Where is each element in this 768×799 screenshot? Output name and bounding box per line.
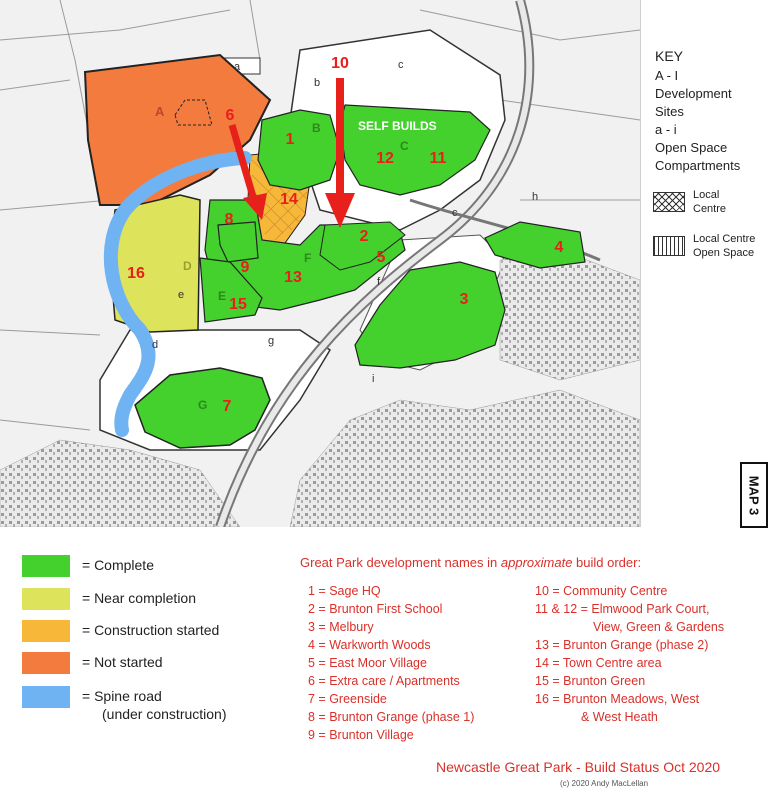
- key-title: KEY: [655, 48, 684, 64]
- key-line: Open Space: [655, 140, 728, 155]
- number-1: 1: [285, 131, 295, 148]
- number-12: 12: [376, 150, 394, 167]
- open-space-g: g: [268, 335, 275, 347]
- legend-sublabel: (under construction): [102, 706, 227, 722]
- local-centre-label-line: Centre: [693, 203, 727, 215]
- number-4: 4: [554, 239, 564, 256]
- number-7: 7: [222, 398, 232, 415]
- name-entry: 9 = Brunton Village: [308, 728, 414, 742]
- open-space-d: d: [152, 339, 159, 351]
- key-line: Sites: [655, 104, 684, 119]
- open-space-a: a: [234, 61, 241, 73]
- local-centre-label: [693, 188, 726, 216]
- open-space-c-south: c: [452, 207, 458, 219]
- name-entry: 11 & 12 = Elmwood Park Court,: [535, 602, 710, 616]
- legend-label: = Near completion: [82, 590, 197, 606]
- open-space-i: i: [372, 373, 375, 385]
- name-entry: 1 = Sage HQ: [308, 584, 381, 598]
- number-13: 13: [284, 269, 302, 286]
- existing-housing-southeast: [290, 390, 640, 527]
- footer-credit: (c) 2020 Andy MacLellan: [560, 779, 649, 788]
- open-space-f: f: [377, 276, 381, 288]
- names-heading: [300, 555, 641, 570]
- number-5: 5: [376, 249, 386, 266]
- number-9: 9: [240, 259, 250, 276]
- site-b-complete: [258, 110, 340, 190]
- number-8: 8: [224, 211, 234, 228]
- key-line: Development: [655, 86, 732, 101]
- open-space-h: h: [532, 191, 539, 203]
- key-line: a - i: [655, 122, 677, 137]
- open-space-e: e: [178, 289, 185, 301]
- name-entry: 14 = Town Centre area: [535, 656, 662, 670]
- map-number-label: [740, 462, 768, 528]
- site-label-f: F: [304, 251, 312, 265]
- existing-housing-east: [500, 250, 640, 380]
- site-label-b: B: [312, 121, 321, 135]
- name-entry: 2 = Brunton First School: [308, 602, 443, 616]
- legend-label: = Complete: [82, 557, 154, 573]
- name-entry-continued: & West Heath: [581, 710, 658, 724]
- number-3: 3: [459, 291, 469, 308]
- map-key: [640, 0, 768, 527]
- legend-swatch-complete: [22, 555, 70, 577]
- local-centre-open-space-line: Open Space: [693, 247, 755, 259]
- status-legend: [0, 527, 768, 799]
- names-heading-em: approximate: [500, 555, 573, 570]
- existing-housing-south: [0, 440, 240, 527]
- name-entry: 16 = Brunton Meadows, West: [535, 692, 700, 706]
- legend-label: = Construction started: [82, 622, 220, 638]
- open-space-c: c: [398, 59, 404, 71]
- number-14: 14: [280, 191, 298, 208]
- local-centre-label-line: Local: [693, 189, 720, 201]
- footer-title: Newcastle Great Park - Build Status Oct 2020: [436, 759, 721, 775]
- name-entry: 13 = Brunton Grange (phase 2): [535, 638, 709, 652]
- site-label-a: A: [155, 104, 165, 119]
- site-label-d: D: [183, 259, 192, 273]
- local-centre-symbol: [653, 192, 685, 212]
- legend-swatch-spine-road: [22, 686, 70, 708]
- names-heading-post: build order:: [572, 555, 642, 570]
- name-entry: 10 = Community Centre: [535, 584, 668, 598]
- name-entry: 4 = Warkworth Woods: [308, 638, 431, 652]
- number-10: 10: [331, 55, 349, 72]
- name-entry: 8 = Brunton Grange (phase 1): [308, 710, 475, 724]
- local-centre-open-space-label: [693, 232, 755, 260]
- legend-swatch-not-started: [22, 652, 70, 674]
- name-entry: 5 = East Moor Village: [308, 656, 427, 670]
- legend-swatch-construction-started: [22, 620, 70, 642]
- site-label-g: G: [198, 398, 208, 412]
- site-label-c: C: [400, 139, 409, 153]
- number-16: 16: [127, 265, 145, 282]
- key-line: Compartments: [655, 158, 741, 173]
- local-centre-open-space-symbol: [653, 236, 685, 256]
- map-number-text: MAP 3: [746, 475, 762, 515]
- site-a-not-started: [85, 55, 270, 205]
- name-entry-continued: View, Green & Gardens: [593, 620, 725, 634]
- names-heading-pre: Great Park development names in: [300, 555, 501, 570]
- number-6: 6: [225, 107, 235, 124]
- key-line: A - I: [655, 68, 679, 83]
- number-11: 11: [429, 150, 447, 167]
- number-2: 2: [359, 228, 369, 245]
- legend-swatch-near-completion: [22, 588, 70, 610]
- legend-label: = Not started: [82, 654, 163, 670]
- name-entry: 7 = Greenside: [308, 692, 387, 706]
- site-label-e: E: [218, 289, 227, 303]
- name-entry: 6 = Extra care / Apartments: [308, 674, 460, 688]
- self-builds-label: SELF BUILDS: [358, 119, 437, 133]
- number-15: 15: [229, 296, 247, 313]
- legend-label: = Spine road: [82, 688, 162, 704]
- name-entry: 3 = Melbury: [308, 620, 374, 634]
- local-centre-open-space-line: Local Centre: [693, 233, 756, 245]
- open-space-b: b: [314, 77, 321, 89]
- name-entry: 15 = Brunton Green: [535, 674, 646, 688]
